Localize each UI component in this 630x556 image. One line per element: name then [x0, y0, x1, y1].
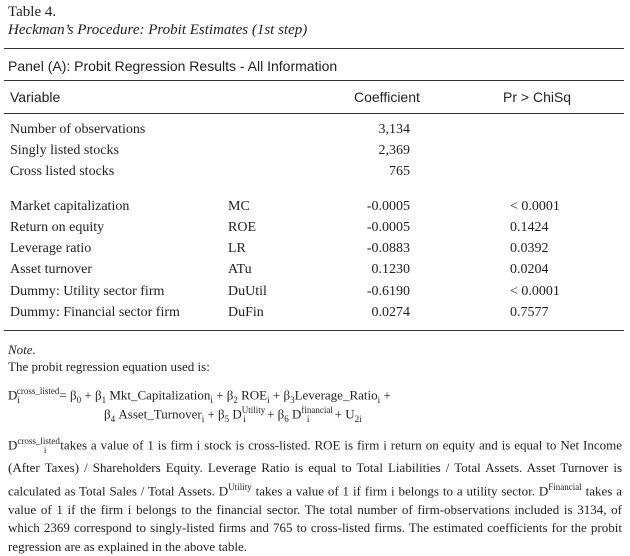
header-pvalue: Pr > ChiSq — [503, 89, 572, 105]
table-row — [0, 241, 630, 261]
eq-term: D — [229, 406, 242, 422]
count-value: 3,134 — [378, 122, 410, 137]
eq-term: + β — [269, 387, 291, 403]
variable-name: Dummy: Utility sector firm — [10, 284, 165, 299]
table-row — [0, 284, 630, 304]
count-value: 2,369 — [378, 143, 410, 158]
header-variable: Variable — [10, 89, 61, 105]
count-row — [0, 143, 630, 163]
eq-sub: i — [17, 394, 20, 405]
count-row — [0, 164, 630, 184]
variable-name: Market capitalization — [10, 199, 130, 214]
eq-sup: cross_listed — [16, 386, 60, 396]
variable-abbr: DuFin — [228, 305, 264, 320]
note-sup: cross_listed — [17, 436, 60, 446]
coefficient-value: -0.0883 — [366, 241, 410, 256]
p-value: < 0.0001 — [510, 199, 560, 214]
eq-term: + β — [81, 387, 102, 403]
count-label: Singly listed stocks — [10, 143, 119, 158]
coefficient-value: -0.0005 — [366, 220, 410, 235]
eq-term: Asset_Turnover — [115, 406, 202, 422]
coefficient-value: -0.0005 — [366, 199, 410, 214]
eq-sup: financial — [301, 405, 333, 415]
eq-sup: Utility — [241, 405, 266, 415]
panel-label: Panel (A): Probit Regression Results - All Information — [8, 58, 338, 74]
table-row — [0, 262, 630, 282]
variable-abbr: ROE — [228, 220, 256, 235]
table-title: Table 4. — [8, 4, 57, 20]
note-sup: Financial — [548, 481, 582, 492]
table-row — [0, 305, 630, 325]
table-subtitle: Heckman’s Procedure: Probit Estimates (1st step) — [8, 22, 308, 38]
eq-sub: i — [201, 413, 205, 424]
note-text: D — [8, 437, 18, 453]
p-value: 0.1424 — [510, 220, 549, 235]
eq-sub: 6 — [284, 413, 289, 424]
eq-term: + β — [212, 387, 234, 403]
eq-sub: 3 — [290, 394, 295, 405]
eq-sub: 2i — [354, 413, 362, 424]
variable-name: Asset turnover — [10, 262, 93, 277]
coefficient-value: 0.0274 — [371, 305, 410, 320]
p-value: 0.7577 — [510, 305, 549, 320]
eq-sub: i — [377, 394, 381, 405]
coefficient-value: -0.6190 — [366, 284, 410, 299]
coefficient-value: 0.1230 — [371, 262, 410, 277]
panel-rule — [4, 80, 624, 81]
eq-term: D — [8, 387, 18, 403]
note-sup: Utility — [228, 481, 252, 492]
eq-term: + U — [331, 406, 355, 422]
eq-term: + β — [204, 406, 225, 422]
count-label: Cross listed stocks — [10, 164, 115, 179]
note-label: Note. — [8, 342, 36, 357]
eq-sub: i — [243, 413, 246, 424]
note-sub: i — [43, 444, 47, 455]
count-row — [0, 122, 630, 142]
variable-name: Dummy: Financial sector firm — [10, 305, 180, 320]
top-rule — [4, 48, 624, 49]
variable-abbr: ATu — [228, 262, 252, 277]
eq-sub: i — [306, 413, 310, 424]
table-row — [0, 220, 630, 240]
eq-term: + β — [263, 406, 285, 422]
p-value: 0.0392 — [510, 241, 549, 256]
variable-abbr: LR — [228, 241, 246, 256]
variable-abbr: DuUtil — [228, 284, 267, 299]
variable-name: Return on equity — [10, 220, 105, 235]
header-rule — [4, 113, 624, 114]
eq-sub: 0 — [76, 394, 82, 405]
note-intro: The probit regression equation used is: — [8, 359, 210, 374]
eq-term: = β — [59, 387, 77, 403]
equation-line-2 — [104, 405, 362, 424]
table-row — [0, 199, 630, 219]
eq-term: D — [288, 406, 302, 422]
count-label: Number of observations — [10, 122, 146, 137]
header-coefficient: Coefficient — [354, 89, 420, 105]
eq-term: Leverage_Ratio — [294, 387, 378, 403]
bottom-rule — [4, 330, 624, 331]
note-text: takes a value of 1 if firm i belongs to a utility sector. D — [251, 483, 549, 499]
equation-line-1 — [8, 386, 391, 405]
count-value: 765 — [389, 164, 410, 179]
eq-term: Mkt_Capitalization — [106, 387, 211, 403]
variable-name: Leverage ratio — [10, 241, 92, 256]
note-text: takes a value of 1 if the firm i belongs to the financial sector. The total number of firm-observations included is 3134, of which 2369 correspond to singly-listed firms and 765 to cross-listed firms. The estimated coefficients for the probit regression are as explained in the above table. — [8, 483, 622, 554]
p-value: < 0.0001 — [510, 284, 560, 299]
eq-term: ROE — [237, 387, 268, 403]
note-paragraph — [8, 432, 622, 556]
note-text: takes a value of 1 is firm i stock is cross-listed. ROE is firm i return on equity and is equal to Net Income (After Taxes) / Shareholders Equity. Leverage Ratio is equal to Total Liabilities / Total Assets. Asset Turnover is calculated as Total Sales / Total Assets. D — [8, 437, 622, 499]
eq-sub: i — [267, 394, 270, 405]
eq-term: + — [380, 387, 391, 403]
eq-sub: 2 — [233, 394, 238, 405]
eq-sub: 5 — [224, 413, 230, 424]
eq-sub: 4 — [110, 413, 116, 424]
eq-sub: 1 — [101, 394, 107, 405]
p-value: 0.0204 — [510, 262, 549, 277]
eq-term: β — [104, 406, 111, 422]
eq-sub: i — [210, 394, 213, 405]
variable-abbr: MC — [228, 199, 250, 214]
